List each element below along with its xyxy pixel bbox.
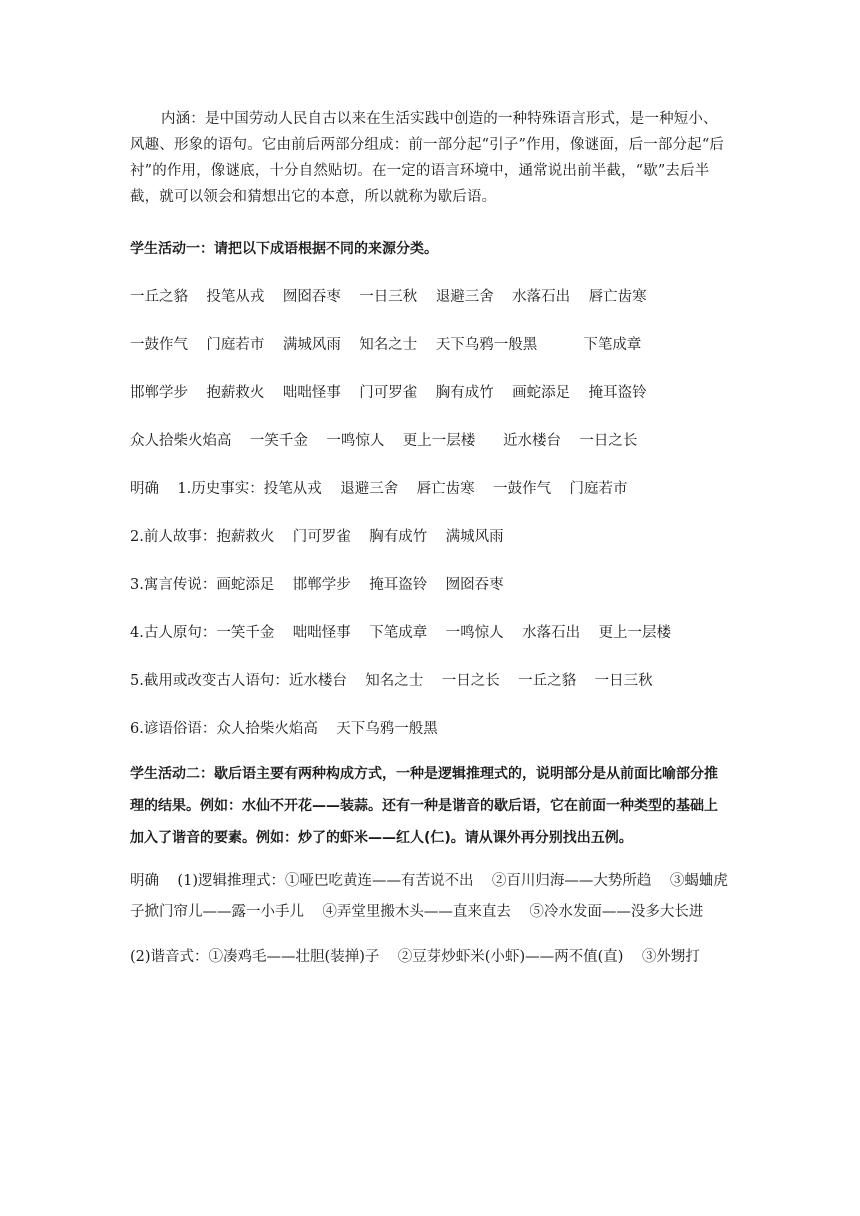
answer-line: 3.寓言传说：画蛇添足 邯郸学步 掩耳盗铃 囫囵吞枣 [130, 577, 504, 593]
answer-line: 2.前人故事：抱薪救火 门可罗雀 胸有成竹 满城风雨 [130, 529, 504, 545]
activity2-heading: 学生活动二：歇后语主要有两种构成方式，一种是逻辑推理式的，说明部分是从前面比喻部分推理的结果。例如：水仙不开花——装蒜。还有一种是谐音的歇后语，它在前面一种类型的基础上加入了谐音的要素。例如：炒了的虾米——红人(仁)。请从课外再分别找出五例。 [130, 766, 718, 846]
idiom-row: 众人拾柴火焰高 一笑千金 一鸣惊人 更上一层楼 近水楼台 一日之长 [130, 433, 638, 449]
activity2-answer-homophone: (2)谐音式：①凑鸡毛——壮胆(装掸)子 ②豆芽炒虾米(小虾)——两不值(直) ③外甥打 [130, 949, 700, 965]
idiom-row: 一鼓作气 门庭若市 满城风雨 知名之士 天下乌鸦一般黑 下笔成章 [130, 337, 642, 353]
intro-paragraph: 内涵：是中国劳动人民自古以来在生活实践中创造的一种特殊语言形式，是一种短小、风趣、形象的语句。它由前后两部分组成：前一部分起“引子”作用，像谜面，后一部分起“后衬”的作用，像谜底，十分自然贴切。在一定的语言环境中，通常说出前半截，“歇”去后半截，就可以领会和猜想出它的本意，所以就称为歇后语。 [130, 111, 725, 205]
document-page [130, 106, 730, 973]
activity1-heading: 学生活动一：请把以下成语根据不同的来源分类。 [130, 241, 438, 257]
activity2-answer-logic: 明确 (1)逻辑推理式：①哑巴吃黄连——有苦说不出 ②百川归海——大势所趋 ③蝎蛐虎子掀门帘儿——露一小手儿 ④弄堂里搬木头——直来直去 ⑤冷水发面——没多大长进 [130, 873, 728, 920]
answer-line: 4.古人原句：一笑千金 咄咄怪事 下笔成章 一鸣惊人 水落石出 更上一层楼 [130, 625, 672, 641]
idiom-row: 邯郸学步 抱薪救火 咄咄怪事 门可罗雀 胸有成竹 画蛇添足 掩耳盗铃 [130, 385, 647, 401]
answer-line: 明确 1.历史事实：投笔从戎 退避三舍 唇亡齿寒 一鼓作气 门庭若市 [130, 481, 628, 497]
answer-line: 5.截用或改变古人语句：近水楼台 知名之士 一日之长 一丘之貉 一日三秋 [130, 673, 653, 689]
answer-line: 6.谚语俗语：众人拾柴火焰高 天下乌鸦一般黑 [130, 721, 438, 737]
idiom-row: 一丘之貉 投笔从戎 囫囵吞枣 一日三秋 退避三舍 水落石出 唇亡齿寒 [130, 289, 647, 305]
